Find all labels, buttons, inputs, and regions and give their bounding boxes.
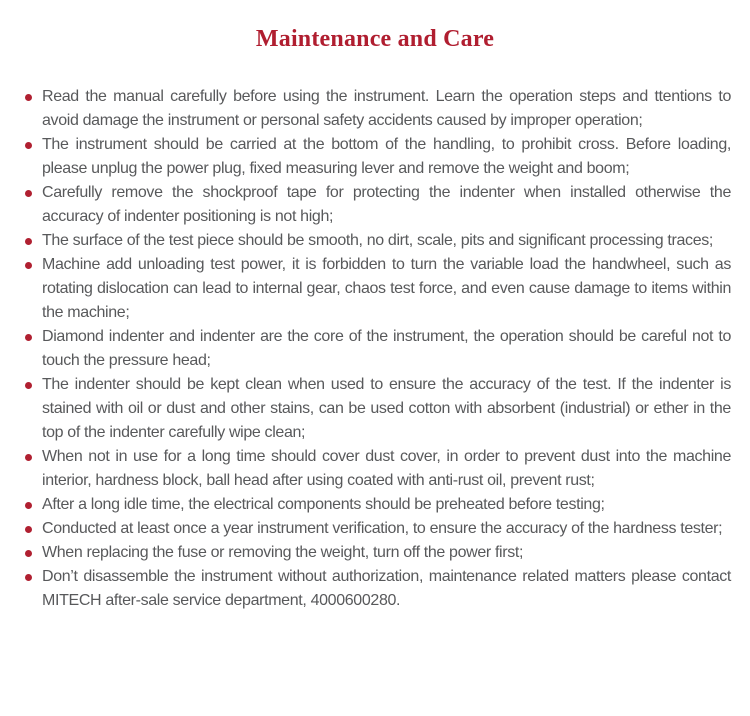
list-item-text: Machine add unloading test power, it is forbidden to turn the variable load the handwheel, such as rotating dislocation can lead to internal gear, chaos test force, and even cause damage to items within the machine; <box>42 256 731 321</box>
list-item <box>42 229 731 253</box>
list-item-text: After a long idle time, the electrical components should be preheated before testing; <box>42 496 605 513</box>
bullet-icon <box>25 382 32 389</box>
list-item-text: Conducted at least once a year instrument verification, to ensure the accuracy of the hardness tester; <box>42 520 723 537</box>
bullet-icon <box>25 334 32 341</box>
list-item-text: Don’t disassemble the instrument without authorization, maintenance related matters please contact MITECH after-sale service department, 4000600280. <box>42 568 731 609</box>
bullet-icon <box>25 142 32 149</box>
bullet-icon <box>25 502 32 509</box>
bullet-icon <box>25 550 32 557</box>
list-item-text: The surface of the test piece should be smooth, no dirt, scale, pits and significant processing traces; <box>42 232 713 249</box>
list-item <box>42 373 731 445</box>
bullet-icon <box>25 94 32 101</box>
bullet-icon <box>25 262 32 269</box>
list-item <box>42 445 731 493</box>
list-item <box>42 133 731 181</box>
list-item-text: Diamond indenter and indenter are the core of the instrument, the operation should be careful not to touch the pressure head; <box>42 328 731 369</box>
maintenance-list <box>42 85 731 613</box>
bullet-icon <box>25 454 32 461</box>
list-item-text: When replacing the fuse or removing the weight, turn off the power first; <box>42 544 524 561</box>
maintenance-page <box>0 26 750 716</box>
list-item-text: When not in use for a long time should cover dust cover, in order to prevent dust into the machine interior, hardness block, ball head after using coated with anti-rust oil, prevent rust; <box>42 448 731 489</box>
list-item <box>42 541 731 565</box>
list-item <box>42 85 731 133</box>
bullet-icon <box>25 526 32 533</box>
bullet-icon <box>25 574 32 581</box>
list-item-text: The instrument should be carried at the bottom of the handling, to prohibit cross. Before loading, please unplug the power plug, fixed measuring lever and remove the weight and boom; <box>42 136 731 177</box>
list-item-text: Read the manual carefully before using the instrument. Learn the operation steps and ttentions to avoid damage the instrument or personal safety accidents caused by improper operation; <box>42 88 731 129</box>
list-item-text: The indenter should be kept clean when used to ensure the accuracy of the test. If the indenter is stained with oil or dust and other stains, can be used cotton with absorbent (industrial) or ether in the top of the indenter carefully wipe clean; <box>42 376 731 441</box>
list-item <box>42 517 731 541</box>
list-item <box>42 565 731 613</box>
list-item <box>42 181 731 229</box>
page-title: Maintenance and Care <box>255 26 495 52</box>
bullet-icon <box>25 238 32 245</box>
list-item-text: Carefully remove the shockproof tape for protecting the indenter when installed otherwise the accuracy of indenter positioning is not high; <box>42 184 731 225</box>
list-item <box>42 325 731 373</box>
list-item <box>42 493 731 517</box>
bullet-icon <box>25 190 32 197</box>
list-item <box>42 253 731 325</box>
